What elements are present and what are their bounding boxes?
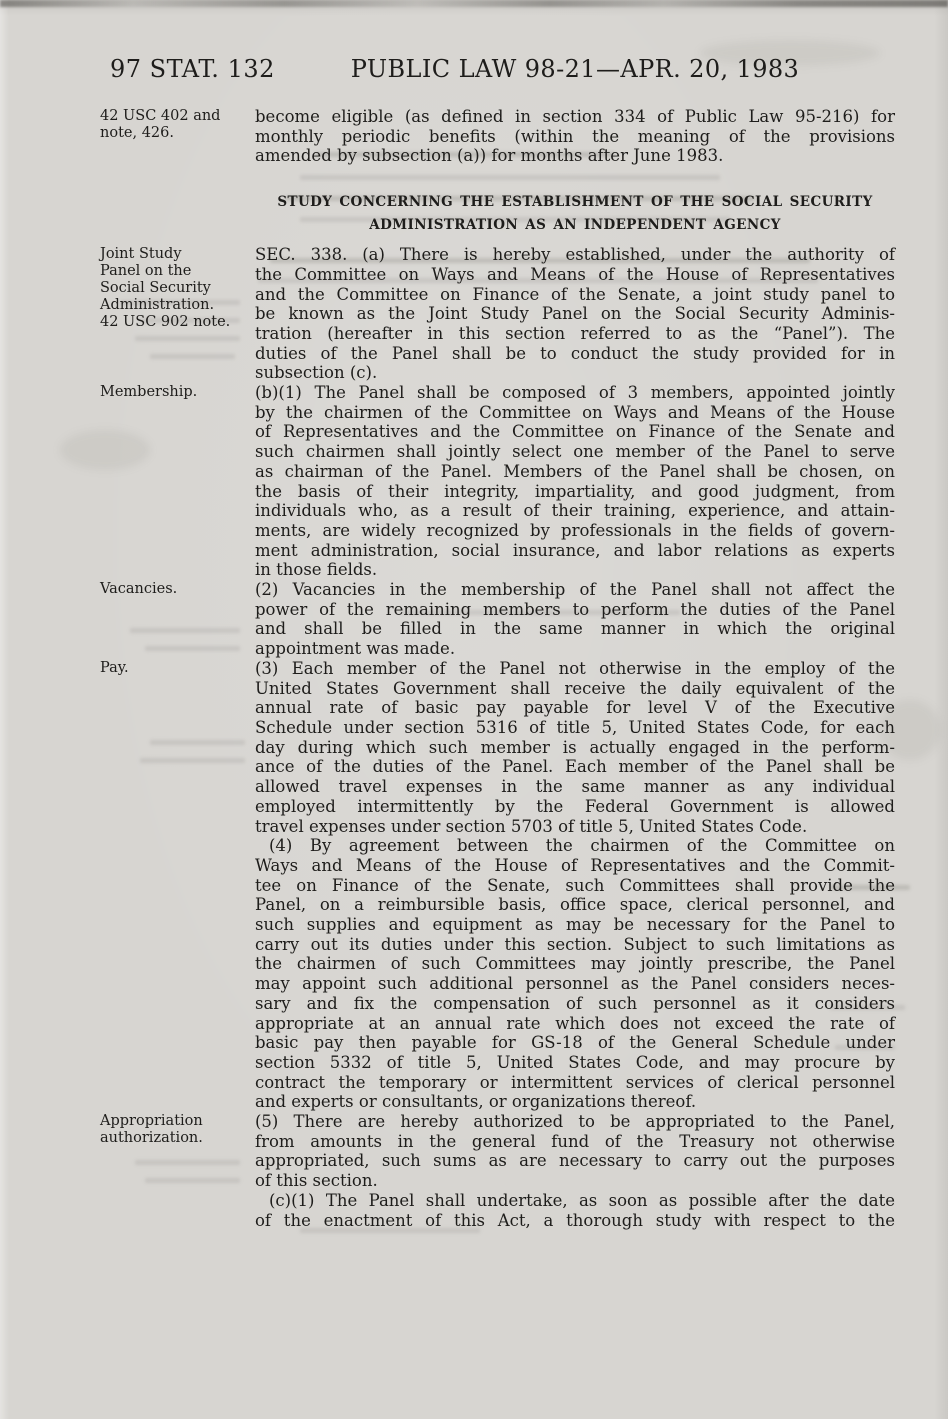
body-line: may appoint such additional personnel as the Panel considers neces- <box>255 974 895 994</box>
body-line: duties of the Panel shall be to conduct the study provided for in <box>255 343 895 363</box>
body-line: Schedule under section 5316 of title 5, United States Code, for each <box>255 717 895 737</box>
body-line: by the chairmen of the Committee on Ways and Means of the House <box>255 402 895 422</box>
body-line: and shall be filled in the same manner in which the original <box>255 619 895 639</box>
bleedthrough-mark <box>150 740 245 745</box>
body-line: (5) There are hereby authorized to be appropriated to the Panel, <box>255 1112 895 1132</box>
margin-note <box>100 581 248 598</box>
body-line: SEC. 338. (a) There is hereby established, under the authority of <box>255 245 895 265</box>
bleedthrough-mark <box>135 336 240 341</box>
body-line: such supplies and equipment as may be necessary for the Panel to <box>255 915 895 935</box>
bleedthrough-mark <box>130 628 240 633</box>
margin-note-line: 42 USC 402 and <box>100 108 221 124</box>
bleedthrough-mark <box>145 646 240 651</box>
margin-note-line: Pay. <box>100 659 129 676</box>
body-line: allowed travel expenses in the same manner as any individual <box>255 777 895 797</box>
bleedthrough-mark <box>150 354 235 359</box>
margin-note <box>100 1113 248 1147</box>
bleedthrough-mark <box>140 758 245 763</box>
margin-note <box>100 108 248 142</box>
body-line: tration (hereafter in this section referred to as the “Panel”). The <box>255 323 895 343</box>
body-line: section 5332 of title 5, United States Code, and may procure by <box>255 1052 895 1072</box>
body-line: be known as the Joint Study Panel on the Social Security Adminis- <box>255 304 895 324</box>
body-line: appropriate at an annual rate which does not exceed the rate of <box>255 1013 895 1033</box>
body-line: of this section. <box>255 1171 378 1191</box>
margin-note-line: Appropriation <box>100 1113 203 1130</box>
body-line: monthly periodic benefits (within the meaning of the provisions <box>255 126 895 146</box>
body-line: amended by subsection (a)) for months after June 1983. <box>255 146 724 166</box>
section-heading-line: STUDY CONCERNING THE ESTABLISHMENT OF THE SOCIAL SECURITY <box>277 194 873 211</box>
body-line: power of the remaining members to perform the duties of the Panel <box>255 599 895 619</box>
body-line: such chairmen shall jointly select one member of the Panel to serve <box>255 442 895 462</box>
statute-paragraph <box>100 383 895 580</box>
margin-note <box>100 660 248 677</box>
body-line: carry out its duties under this section. Subject to such limitations as <box>255 934 895 954</box>
statute-paragraph <box>100 1112 895 1191</box>
body-line: become eligible (as defined in section 334 of Public Law 95-216) for <box>255 107 895 126</box>
body-line: appropriated, such sums as are necessary to carry out the purposes <box>255 1151 895 1171</box>
body-line: United States Government shall receive the daily equivalent of the <box>255 678 895 698</box>
body-line: Panel, on a reimbursible basis, office space, clerical personnel, and <box>255 895 895 915</box>
body-line: annual rate of basic pay payable for level V of the Executive <box>255 698 895 718</box>
body-line: from amounts in the general fund of the Treasury not otherwise <box>255 1131 895 1151</box>
body-line: and the Committee on Finance of the Senate, a joint study panel to <box>255 284 895 304</box>
margin-note-line: Vacancies. <box>100 581 178 598</box>
body-line: ance of the duties of the Panel. Each member of the Panel shall be <box>255 757 895 777</box>
statute-paragraph <box>100 658 895 836</box>
body-line: basic pay then payable for GS-18 of the General Schedule under <box>255 1033 895 1053</box>
statute-paragraph <box>100 580 895 659</box>
body-line: as chairman of the Panel. Members of the Panel shall be chosen, on <box>255 461 895 481</box>
margin-note-line: note, 426. <box>100 125 174 141</box>
margin-note-line: Panel on the <box>100 263 192 280</box>
statute-body-column <box>100 107 895 1230</box>
body-line: ment administration, social insurance, and labor relations as experts <box>255 540 895 560</box>
body-line: tee on Finance of the Senate, such Committees shall provide the <box>255 875 895 895</box>
body-line: travel expenses under section 5703 of title 5, United States Code. <box>255 816 808 836</box>
body-line: in those fields. <box>255 560 378 580</box>
body-line: the Committee on Ways and Means of the House of Representatives <box>255 264 895 284</box>
body-line: the basis of their integrity, impartiality, and good judgment, from <box>255 481 895 501</box>
public-law-header: PUBLIC LAW 98-21—APR. 20, 1983 <box>350 55 800 83</box>
body-line: appointment was made. <box>255 639 456 659</box>
body-line: and experts or consultants, or organizations thereof. <box>255 1092 697 1112</box>
body-line: (2) Vacancies in the membership of the Panel shall not affect the <box>255 580 895 600</box>
margin-note-line: authorization. <box>100 1130 203 1147</box>
margin-note-line: Membership. <box>100 384 198 401</box>
body-line: individuals who, as a result of their training, experience, and attain- <box>255 501 895 521</box>
margin-note-line: Social Security <box>100 280 211 297</box>
bleedthrough-mark <box>135 1160 240 1165</box>
margin-note-line: Joint Study <box>100 246 182 263</box>
body-line: employed intermittently by the Federal Government is allowed <box>255 796 895 816</box>
margin-note <box>100 384 248 401</box>
body-line: (4) By agreement between the chairmen of the Committee on <box>269 836 895 856</box>
margin-note <box>100 246 248 331</box>
body-line: (3) Each member of the Panel not otherwise in the employ of the <box>255 658 895 678</box>
scan-edge-artifact <box>0 0 948 7</box>
body-line: (c)(1) The Panel shall undertake, as soon as possible after the date <box>269 1190 895 1210</box>
statute-paragraph <box>255 836 895 1112</box>
margin-note-line: 42 USC 902 note. <box>100 314 231 331</box>
body-line: sary and fix the compensation of such personnel as it considers <box>255 993 895 1013</box>
body-line: of the enactment of this Act, a thorough study with respect to the <box>255 1210 895 1230</box>
body-line: (b)(1) The Panel shall be composed of 3 members, appointed jointly <box>255 383 895 403</box>
body-line: of Representatives and the Committee on Finance of the Senate and <box>255 422 895 442</box>
body-line: ments, are widely recognized by professionals in the fields of govern- <box>255 520 895 540</box>
statute-paragraph <box>100 107 895 166</box>
scan-blotch <box>60 430 150 470</box>
body-line: the chairmen of such Committees may jointly prescribe, the Panel <box>255 954 895 974</box>
bleedthrough-mark <box>145 1178 240 1183</box>
section-heading <box>255 191 895 237</box>
body-line: Ways and Means of the House of Representatives and the Commit- <box>255 855 895 875</box>
statute-paragraph <box>255 1191 895 1230</box>
statute-page-number: 97 STAT. 132 <box>110 55 275 83</box>
body-line: subsection (c). <box>255 363 378 383</box>
body-line: contract the temporary or intermittent services of clerical personnel <box>255 1072 895 1092</box>
statute-paragraph <box>100 245 895 383</box>
margin-note-line: Administration. <box>100 297 215 314</box>
section-heading-line: ADMINISTRATION AS AN INDEPENDENT AGENCY <box>369 217 781 234</box>
body-line: day during which such member is actually engaged in the perform- <box>255 737 895 757</box>
